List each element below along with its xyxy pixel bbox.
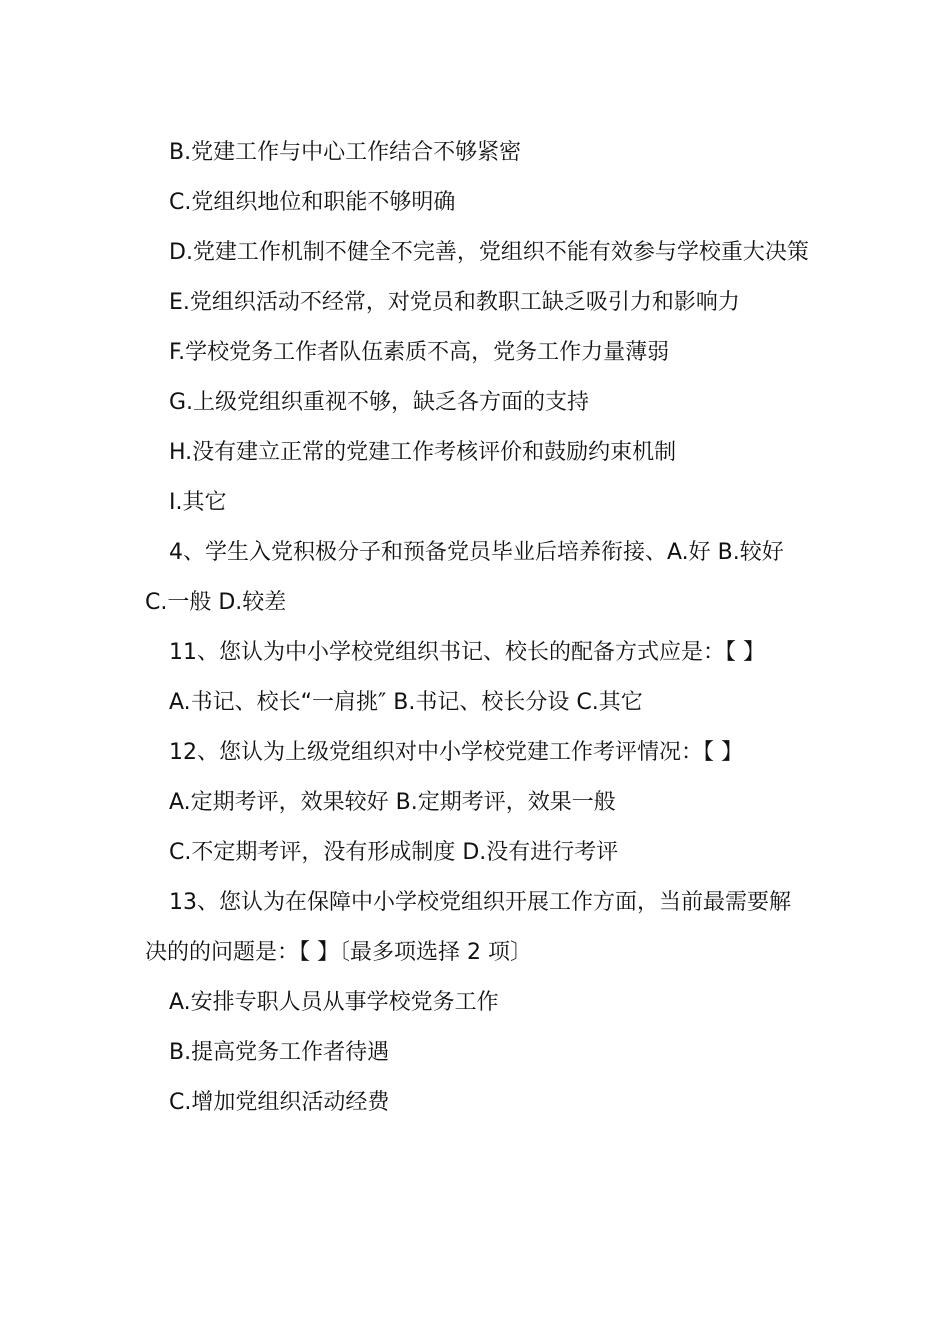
question-12-options-cd: C.不定期考评，没有形成制度 D.没有进行考评 — [169, 840, 619, 865]
question-12-paragraph: 12、您认为上级党组织对中小学校党建工作考评情况：【 】 — [169, 740, 743, 765]
option-f-paragraph: F.学校党务工作者队伍素质不高，党务工作力量薄弱 — [169, 340, 670, 365]
option-e-paragraph: E.党组织活动不经常，对党员和教职工缺乏吸引力和影响力 — [169, 290, 740, 315]
option-c-paragraph: C.党组织地位和职能不够明确 — [169, 190, 456, 215]
option-b-paragraph: B.党建工作与中心工作结合不够紧密 — [169, 140, 522, 165]
document-body — [145, 128, 810, 1128]
question-13-option-a: A.安排专职人员从事学校党务工作 — [169, 990, 499, 1015]
question-4-paragraph: 4、学生入党积极分子和预备党员毕业后培养衔接、A.好 B.较好 C.一般 D.较差 — [145, 540, 784, 615]
option-i-paragraph: I.其它 — [169, 490, 227, 515]
question-13-paragraph: 13、您认为在保障中小学校党组织开展工作方面，当前最需要解决的的问题是：【 】〔最多项选择 2 项〕 — [145, 890, 791, 965]
question-11-paragraph: 11、您认为中小学校党组织书记、校长的配备方式应是：【 】 — [169, 640, 765, 665]
question-12-options-ab: A.定期考评，效果较好 B.定期考评，效果一般 — [169, 790, 616, 815]
question-13-option-b: B.提高党务工作者待遇 — [169, 1040, 390, 1065]
question-11-options: A.书记、校长“一肩挑″ B.书记、校长分设 C.其它 — [169, 690, 643, 715]
option-h-paragraph: H.没有建立正常的党建工作考核评价和鼓励约束机制 — [169, 440, 677, 465]
option-g-paragraph: G.上级党组织重视不够，缺乏各方面的支持 — [169, 390, 590, 415]
option-d-paragraph: D.党建工作机制不健全不完善，党组织不能有效参与学校重大决策 — [169, 240, 809, 265]
question-13-option-c: C.增加党组织活动经费 — [169, 1090, 390, 1115]
